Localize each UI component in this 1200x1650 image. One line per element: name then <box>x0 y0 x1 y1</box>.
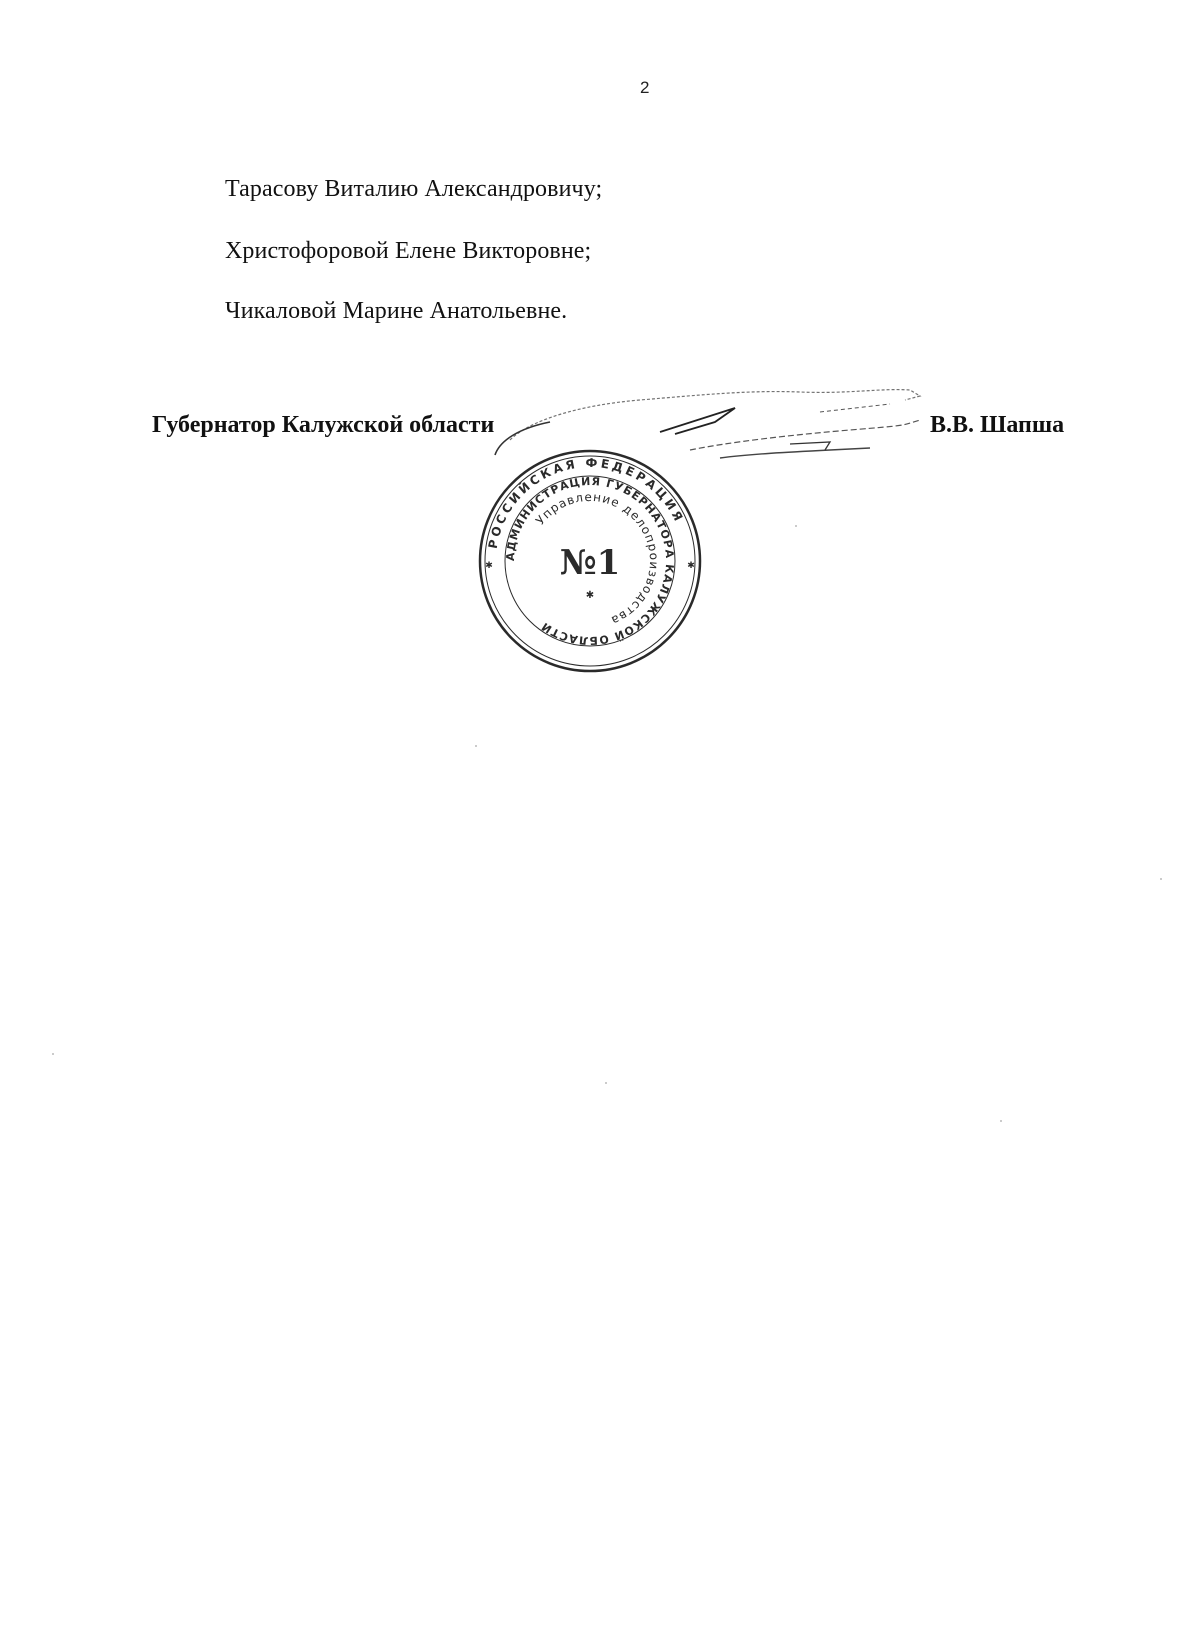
scan-speck <box>1000 1120 1002 1122</box>
scan-speck <box>795 525 797 527</box>
seal-outer-text: РОССИЙСКАЯ ФЕДЕРАЦИЯ <box>485 455 687 550</box>
signatory-title: Губернатор Калужской области <box>152 412 495 438</box>
scan-speck <box>52 1053 54 1055</box>
page-number: 2 <box>640 78 650 97</box>
seal-inner-text: Управление делопроизводства <box>532 489 662 628</box>
signatory-name: В.В. Шапша <box>930 412 1065 438</box>
star-icon: ✱ <box>585 590 595 601</box>
seal-middle-text: АДМИНИСТРАЦИЯ ГУБЕРНАТОРА КАЛУЖСКОЙ ОБЛАСТИ <box>503 474 677 648</box>
scan-speck <box>475 745 477 747</box>
recipient-line: Христофоровой Елене Викторовне; <box>225 238 592 264</box>
scan-speck <box>605 1082 607 1084</box>
recipient-line: Чикаловой Марине Анатольевне. <box>225 298 568 324</box>
star-icon: ✱ <box>687 561 695 571</box>
scan-speck <box>1160 878 1162 880</box>
official-seal-stamp <box>477 448 703 674</box>
star-icon: ✱ <box>485 561 493 571</box>
recipient-line: Тарасову Виталию Александровичу; <box>225 176 603 202</box>
seal-number: №1 <box>559 543 621 583</box>
